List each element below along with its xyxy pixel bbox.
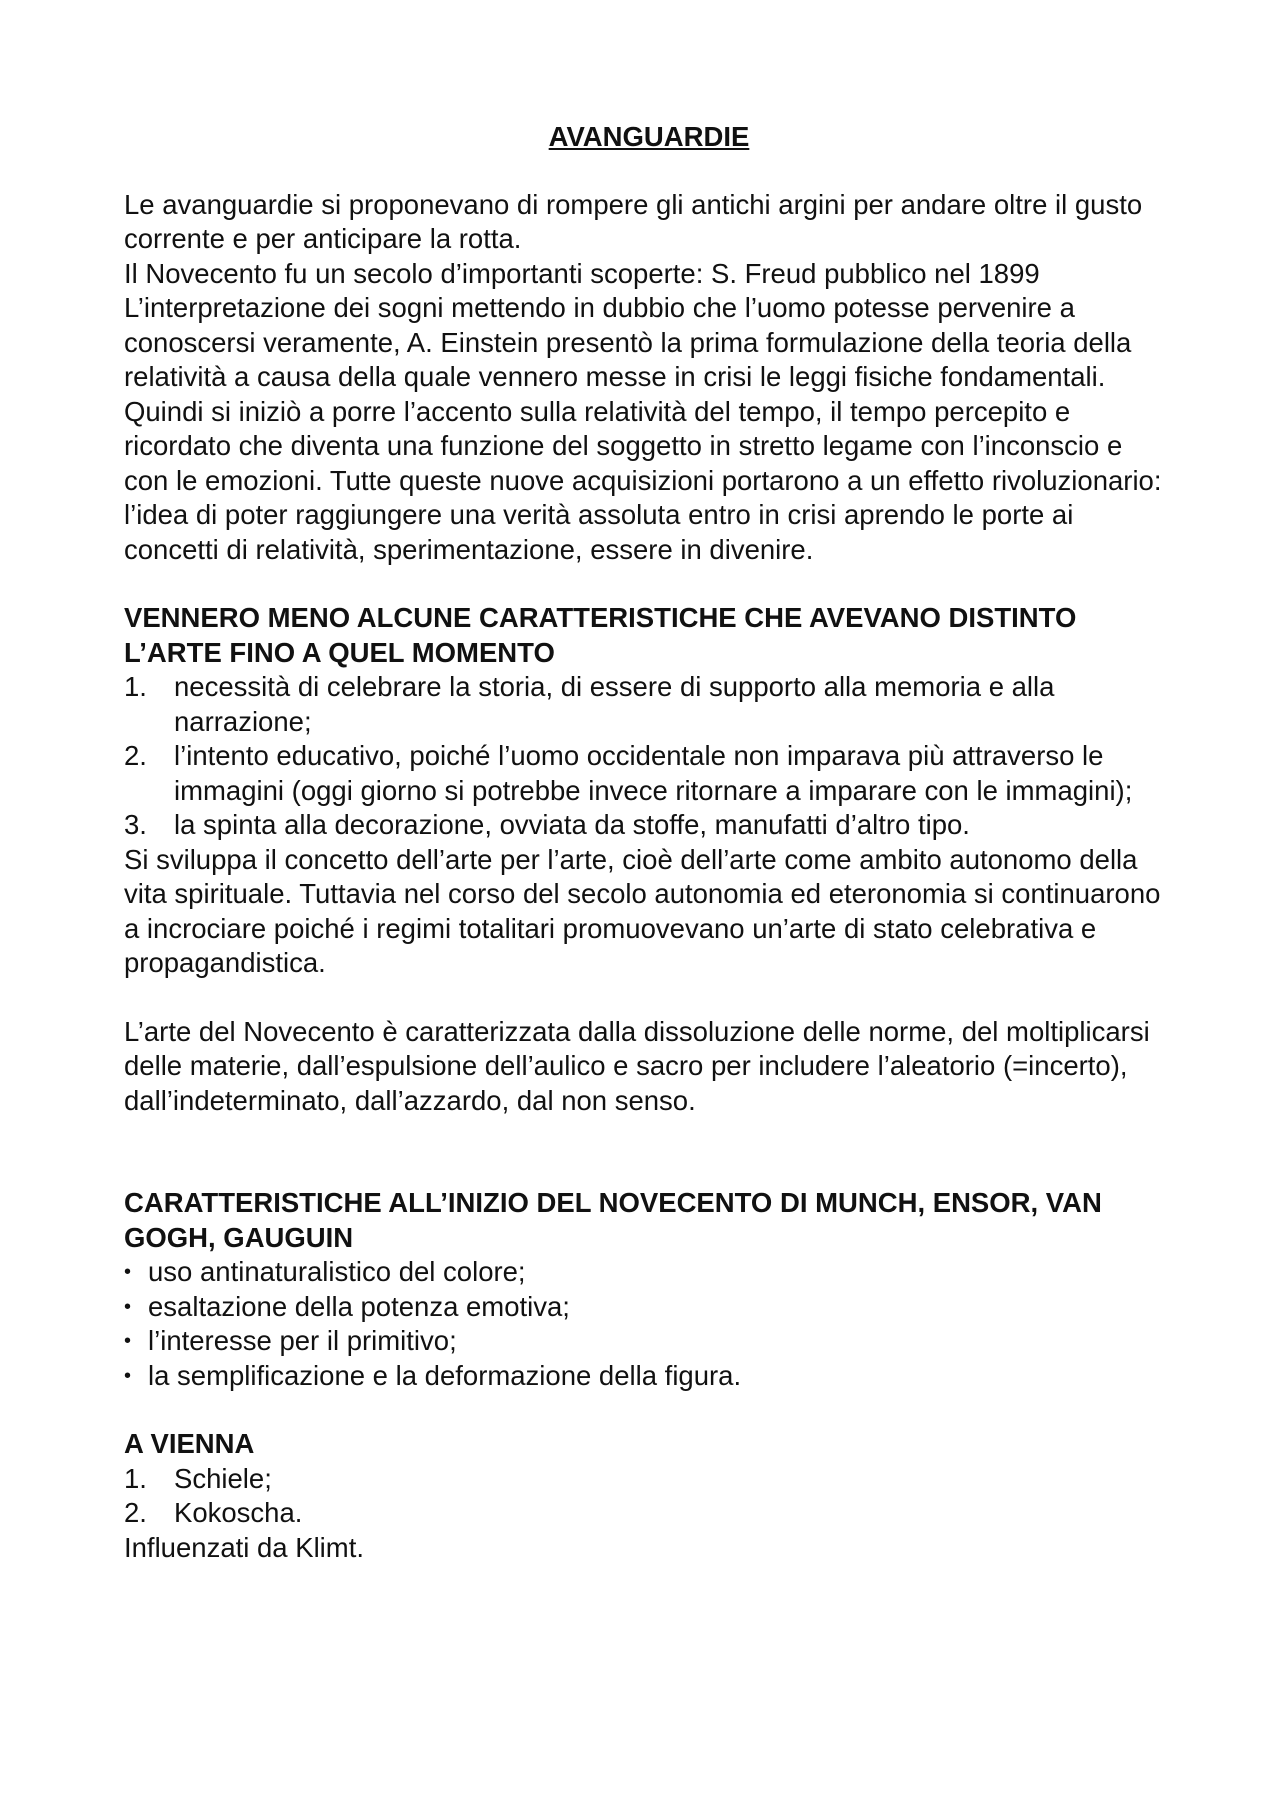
list-item-text: necessità di celebrare la storia, di essere di supporto alla memoria e alla narrazione; <box>174 671 1055 737</box>
intro-paragraph-1: Le avanguardie si proponevano di rompere gli antichi argini per andare oltre il gusto corrente e per anticipare la rotta. <box>124 188 1143 254</box>
list-item <box>124 670 1174 739</box>
paragraph-art-for-art: Si sviluppa il concetto dell’arte per l’arte, cioè dell’arte come ambito autonomo della vita spirituale. Tuttavia nel corso del secolo autonomia ed eteronomia si continuarono a incrociare poiché i regimi totalitari promuovevano un’arte di stato celebrativa e propagandistica. <box>124 843 1161 978</box>
list-item <box>124 1290 1174 1325</box>
spacer <box>124 981 1174 1015</box>
numbered-list-lost-characteristics <box>124 670 1174 843</box>
spacer <box>124 1118 1174 1186</box>
list-item-text: la spinta alla decorazione, ovviata da stoffe, manufatti d’altro tipo. <box>174 809 970 840</box>
list-item <box>124 808 1174 843</box>
bullet-list-early-twentieth <box>124 1255 1174 1393</box>
intro-paragraph-2: Il Novecento fu un secolo d’importanti scoperte: S. Freud pubblico nel 1899 L’interpretazione dei sogni mettendo in dubbio che l’uomo potesse pervenire a conoscersi veramente, A. Einstein presentò la prima formulazione della teoria della relatività a causa della quale vennero messe in crisi le leggi fisiche fondamentali. Quindi si iniziò a porre l’accento sulla relatività del tempo, il tempo percepito e ricordato che diventa una funzione del soggetto in stretto legame con l’inconscio e con le emozioni. Tutte queste nuove acquisizioni portarono a un effetto rivoluzionario: l’idea di poter raggiungere una verità assoluta entro in crisi aprendo le porte ai concetti di relatività, sperimentazione, essere in divenire. <box>124 257 1162 565</box>
section-heading-early-twentieth: CARATTERISTICHE ALL’INIZIO DEL NOVECENTO DI MUNCH, ENSOR, VAN GOGH, GAUGUIN <box>124 1187 1102 1253</box>
list-item <box>124 739 1174 808</box>
list-item-text: Kokoscha. <box>174 1497 303 1528</box>
list-item <box>124 1255 1174 1290</box>
list-item-text: Schiele; <box>174 1462 272 1494</box>
list-item-text: l’interesse per il primitivo; <box>148 1325 457 1356</box>
list-item <box>124 1324 1174 1359</box>
list-item-text: la semplificazione e la deformazione della figura. <box>148 1359 742 1391</box>
list-item-number: 2. <box>124 1497 147 1528</box>
list-item-number: 1. <box>124 1462 147 1494</box>
list-item <box>124 1496 1174 1531</box>
list-item-text: esaltazione della potenza emotiva; <box>148 1290 570 1322</box>
list-item-text: uso antinaturalistico del colore; <box>148 1256 526 1287</box>
bullet-icon: • <box>124 1330 132 1352</box>
document-title: AVANGUARDIE <box>548 121 750 152</box>
list-item <box>124 1359 1174 1394</box>
paragraph-twentieth-century-art: L’arte del Novecento è caratterizzata dalla dissoluzione delle norme, del moltiplicarsi delle materie, dall’espulsione dell’aulico e sacro per includere l’aleatorio (=incerto), dall’indeterminato, dall’azzardo, dal non senso. <box>124 1015 1150 1116</box>
section-heading-lost-characteristics: VENNERO MENO ALCUNE CARATTERISTICHE CHE AVEVANO DISTINTO L’ARTE FINO A QUEL MOMENTO <box>124 602 1077 668</box>
list-item <box>124 1462 1174 1497</box>
list-item-number: 1. <box>124 671 147 702</box>
section-heading-vienna: A VIENNA <box>124 1428 255 1459</box>
document-page <box>124 120 1174 1565</box>
bullet-icon: • <box>124 1261 132 1283</box>
list-item-number: 2. <box>124 740 147 771</box>
numbered-list-vienna <box>124 1462 1174 1531</box>
list-item-text: l’intento educativo, poiché l’uomo occidentale non imparava più attraverso le immagini (oggi giorno si potrebbe invece ritornare a imparare con le immagini); <box>174 740 1133 806</box>
paragraph-klimt-influence: Influenzati da Klimt. <box>124 1531 364 1563</box>
list-item-number: 3. <box>124 809 147 840</box>
bullet-icon: • <box>124 1364 132 1387</box>
spacer <box>124 1393 1174 1427</box>
bullet-icon: • <box>124 1295 132 1318</box>
spacer <box>124 567 1174 601</box>
